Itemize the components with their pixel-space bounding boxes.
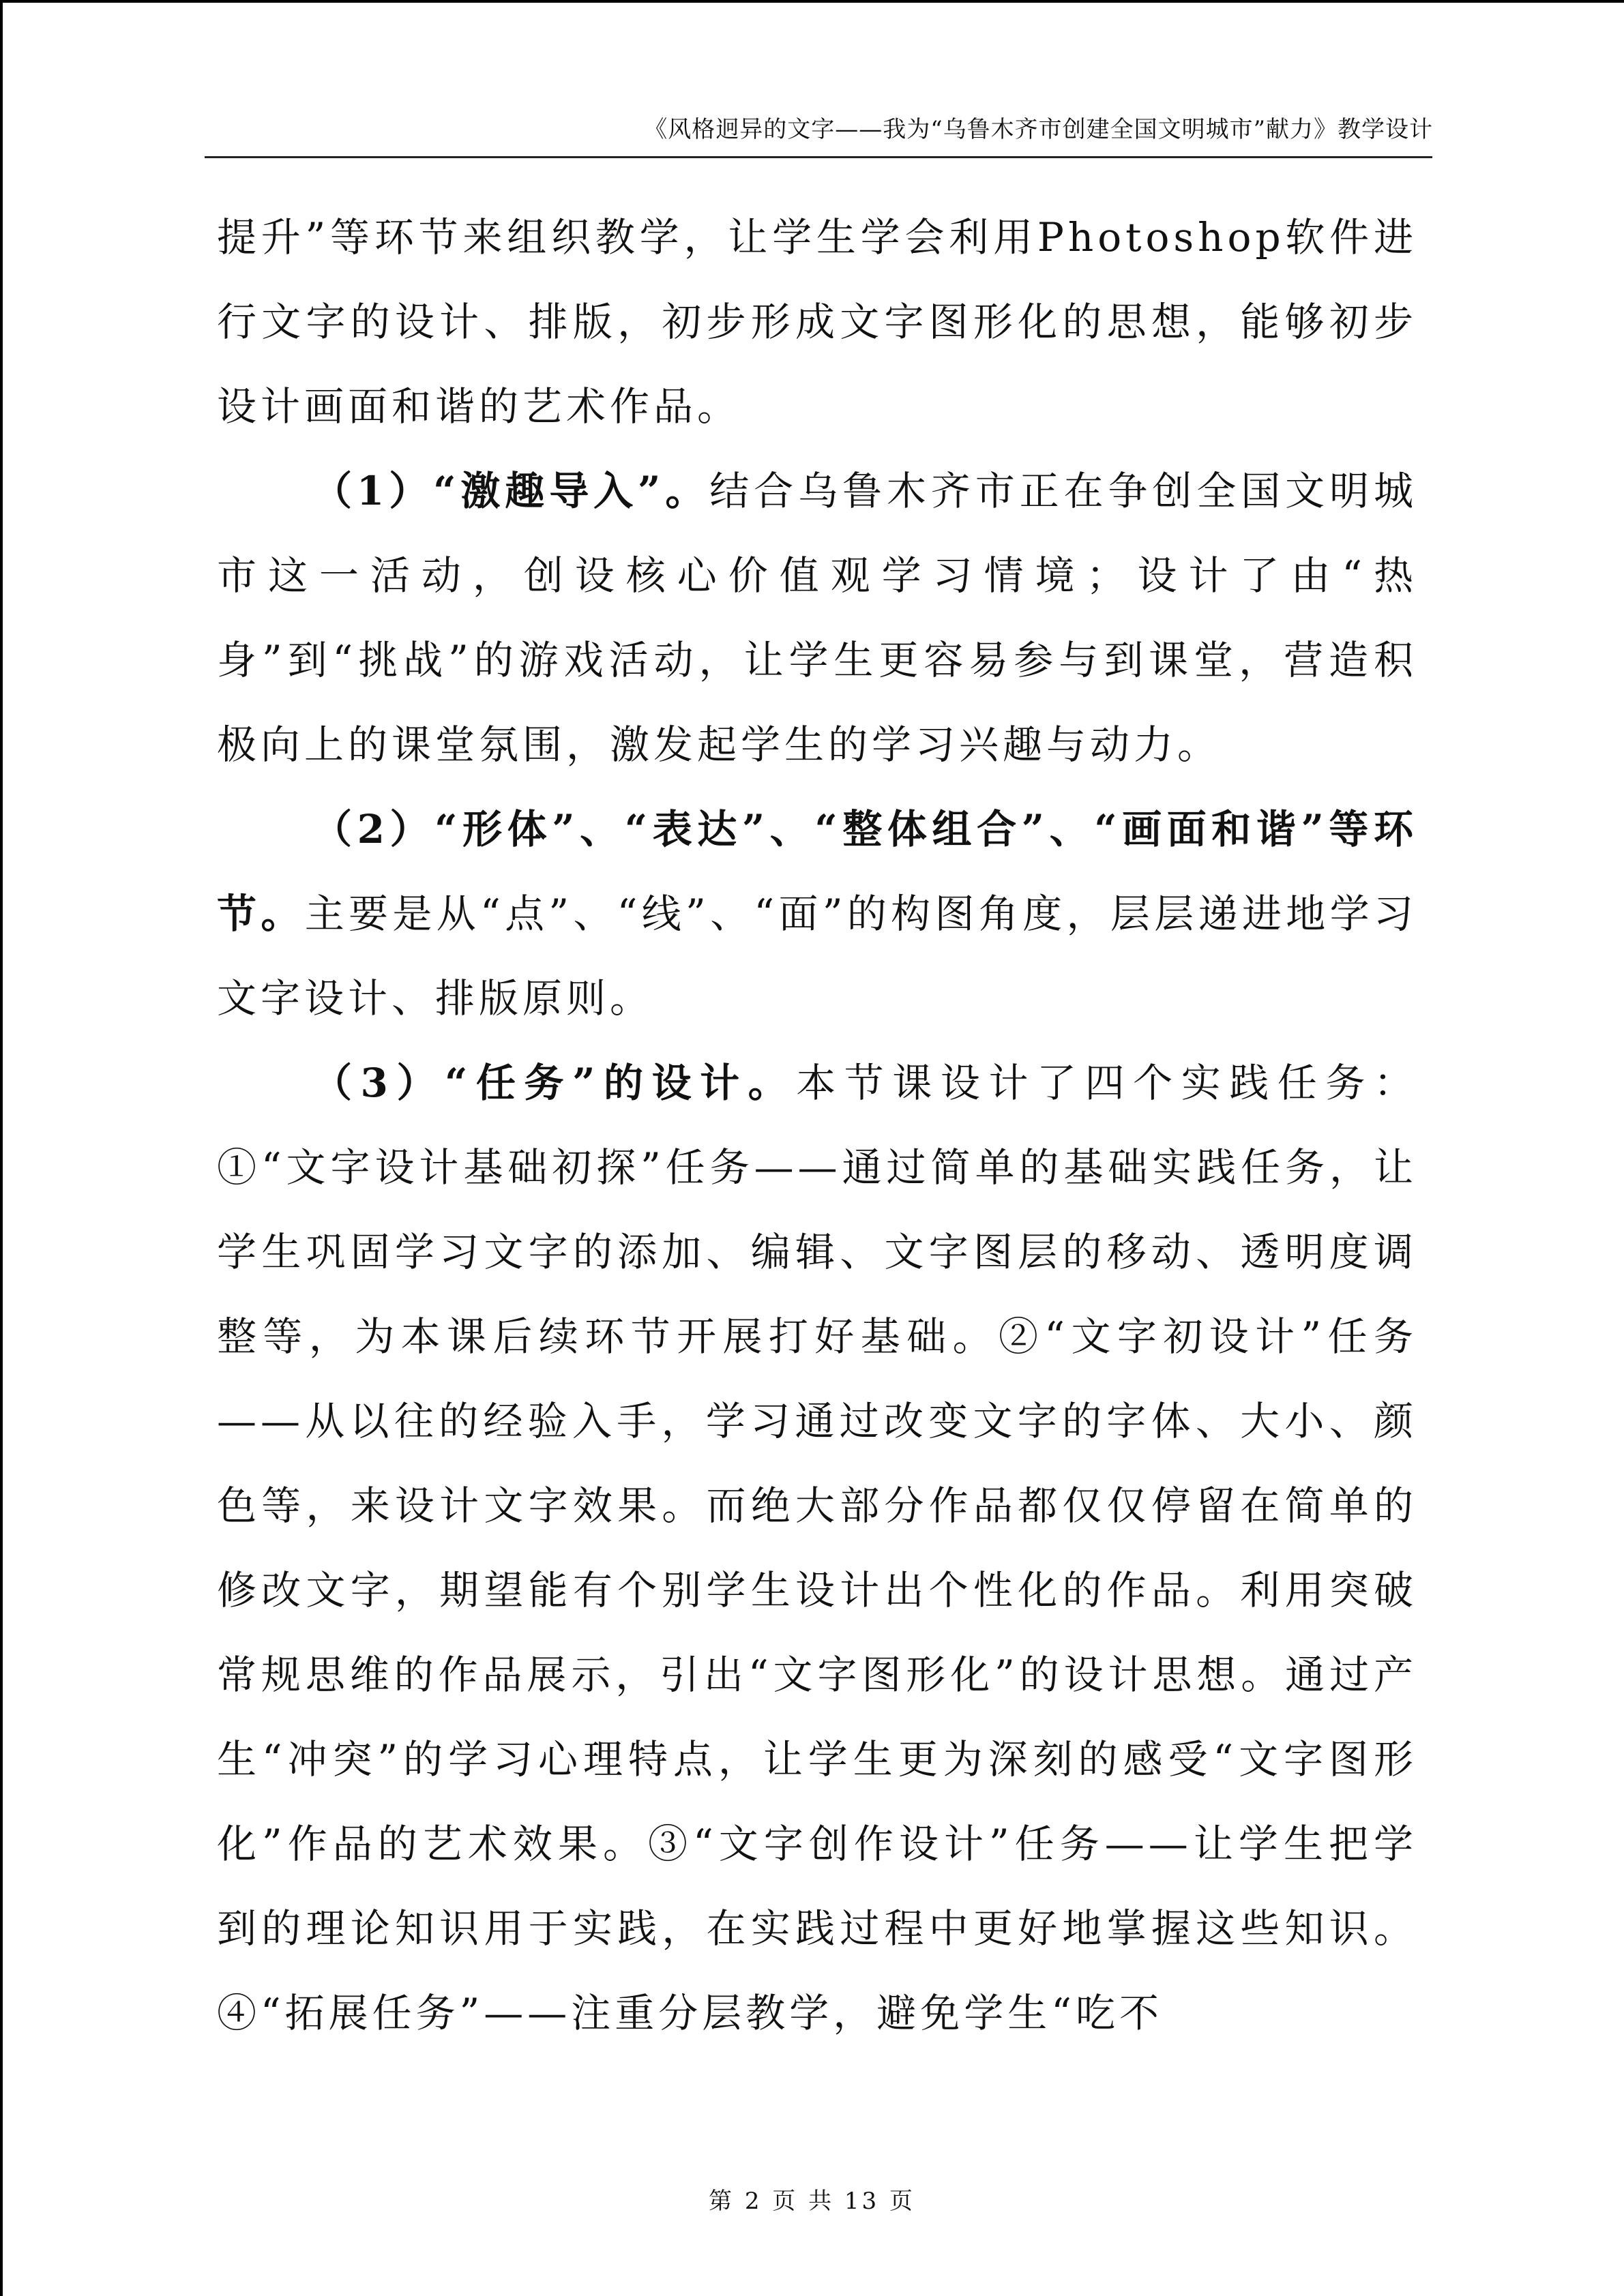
paragraph-tasks [217,1041,1417,2055]
page-number: 第 2 页 共 13 页 [709,2188,915,2215]
page-header: 《风格迥异的文字——我为“乌鲁木齐市创建全国文明城市”献力》教学设计 [644,116,1433,143]
document-body [217,195,1417,2055]
paragraph-form-lead: （2）“形体”、“表达”、“整体组合”、“画面和谐”等环节。 [217,806,1417,937]
paragraph-warmup-text: 结合乌鲁木齐市正在争创全国文明城市这一活动，创设核心价值观学习情境；设计了由“热身”到“挑战”的游戏活动，让学生更容易参与到课堂，营造积极向上的课堂氛围，激发起学生的学习兴趣与动力。 [217,468,1417,768]
paragraph-form [217,787,1417,1041]
top-border [0,0,1624,3]
header-divider [205,156,1432,158]
paragraph-tasks-text: 本节课设计了四个实践任务：①“文字设计基础初探”任务——通过简单的基础实践任务，让学生巩固学习文字的添加、编辑、文字图层的移动、透明度调整等，为本课后续环节开展打好基础。②“文字初设计”任务——从以往的经验入手，学习通过改变文字的字体、大小、颜色等，来设计文字效果。而绝大部分作品都仅仅停留在简单的修改文字，期望能有个别学生设计出个性化的作品。利用突破常规思维的作品展示，引出“文字图形化”的设计思想。通过产生“冲突”的学习心理特点，让学生更为深刻的感受“文字图形化”作品的艺术效果。③“文字创作设计”任务——让学生把学到的理论知识用于实践，在实践过程中更好地掌握这些知识。④“拓展任务”——注重分层教学，避免学生“吃不 [217,1060,1417,2036]
intro-paragraph: 提升”等环节来组织教学，让学生学会利用Photoshop软件进行文字的设计、排版，初步形成文字图形化的思想，能够初步设计画面和谐的艺术作品。 [217,214,1417,430]
paragraph-warmup-lead: （1）“激趣导入”。 [312,468,710,514]
paragraph-tasks-lead: （3）“任务”的设计。 [312,1060,797,1106]
paragraph-form-text: 主要是从“点”、“线”、“面”的构图角度，层层递进地学习文字设计、排版原则。 [217,891,1417,1022]
left-border [0,0,3,2296]
paragraph-warmup [217,449,1417,787]
